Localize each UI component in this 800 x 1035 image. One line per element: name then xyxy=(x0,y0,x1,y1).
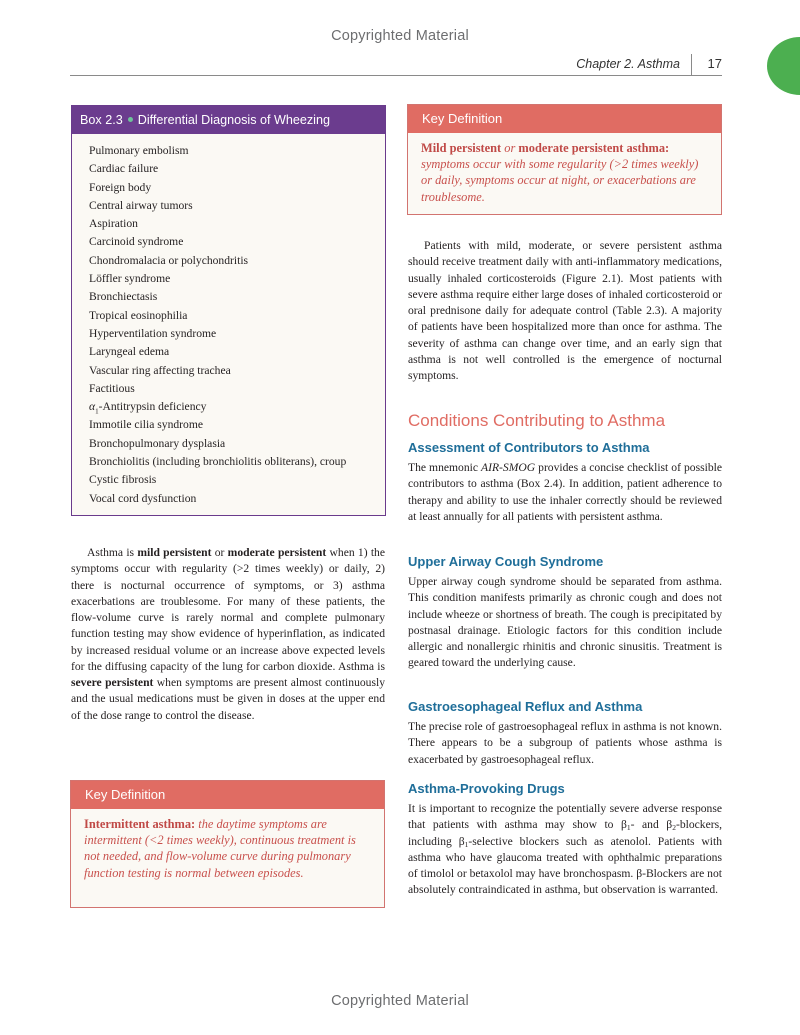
list-item: Immotile cilia syndrome xyxy=(89,418,203,432)
box-differential-diagnosis xyxy=(71,105,386,516)
list-item: Laryngeal edema xyxy=(89,345,170,359)
upper-airway-paragraph: Upper airway cough syndrome should be separated from asthma. This condition manifests primarily as chronic cough and does not include wheeze or shortness of breath. The cough is precipitated by postnasal drainage. Etiologic factors for this condition include allergic and nonallergic rhinitis and chronic sinusitis. Treatment is geared toward the underlying cause. xyxy=(408,575,722,670)
key-definition-header: Key Definition xyxy=(408,105,721,133)
list-item: Aspiration xyxy=(89,217,138,231)
section-title: Conditions Contributing to Asthma xyxy=(408,411,666,430)
text-run: - and β xyxy=(630,818,673,832)
bold-term: mild persistent xyxy=(137,546,212,559)
list-item: Pulmonary embolism xyxy=(89,144,189,157)
drugs-paragraph xyxy=(408,801,722,899)
key-definition-body xyxy=(408,133,721,205)
treatment-paragraph: Patients with mild, moderate, or severe persistent asthma should receive treatment daily with anti-inflammatory medications, usually inhaled corticosteroids (Figure 2.1). Most patients with severe asthma require either large doses of inhaled corticosteroid or oral prednisone daily for adequate control (Table 2.3). A majority of patients have been hospitalized more than once for asthma. The severity of asthma can change over time, and an early sign that asthma is not well controlled is the emergence of nocturnal symptoms. xyxy=(408,239,722,382)
text-run: -blockers, including β xyxy=(408,818,722,848)
defined-term: Intermittent asthma: xyxy=(84,817,196,831)
bold-term: moderate persistent xyxy=(227,546,327,559)
running-head xyxy=(70,56,722,76)
bullet-dot-icon xyxy=(128,117,133,122)
copyright-watermark-top: Copyrighted Material xyxy=(331,28,469,44)
list-item: Bronchiectasis xyxy=(89,290,158,304)
box-header xyxy=(72,106,385,134)
alpha-symbol: α xyxy=(89,400,96,414)
header-divider xyxy=(691,54,692,76)
diagnosis-list xyxy=(72,134,385,508)
list-item: Foreign body xyxy=(89,180,152,194)
subhead-drugs: Asthma-Provoking Drugs xyxy=(408,781,565,796)
copyright-watermark-bottom: Copyrighted Material xyxy=(331,993,469,1009)
text-run: provides a concise checklist of possible contributors to asthma (Box 2.4). In addition, patient adherence to therapy and ability to use the inhaler correctly should be reviewed at least annually for all patients with persistent asthma. xyxy=(408,461,722,523)
text-run: It is important to recognize the potentially severe adverse response that patients with asthma may show to β xyxy=(408,802,722,832)
list-item: Tropical eosinophilia xyxy=(89,308,188,322)
key-definition-intermittent xyxy=(70,780,385,908)
list-item xyxy=(89,398,385,416)
text-run: -selective blockers such as atenolol. Patients with asthma who have glaucoma treated with ophthalmic preparations of timolol or betaxolol may have bronchospasm. β-Blockers are not absolutely contraindicated in asthma, but observation is warranted. xyxy=(408,834,722,897)
list-item: Factitious xyxy=(89,381,135,395)
list-item: Bronchopulmonary dysplasia xyxy=(89,436,226,450)
subhead-assessment: Assessment of Contributors to Asthma xyxy=(408,440,650,455)
list-item: Bronchiolitis (including bronchiolitis obliterans), croup xyxy=(89,455,347,469)
gerd-paragraph: The precise role of gastroesophageal reflux in asthma is not known. There appears to be a subgroup of patients whose asthma is exacerbated by gastroesophageal reflux. xyxy=(408,720,722,766)
key-definition-header: Key Definition xyxy=(71,781,384,809)
subscript: 2 xyxy=(672,823,676,833)
connector-text: or xyxy=(501,141,519,155)
assessment-paragraph xyxy=(408,460,722,525)
mnemonic: AIR-SMOG xyxy=(481,461,536,474)
box-number: Box 2.3 xyxy=(80,113,123,127)
key-definition-body xyxy=(71,809,384,881)
defined-term: moderate persistent asthma: xyxy=(518,141,670,155)
text-run: when symptoms are present almost continuously and the usual medications must be given in doses at the upper end of the dose range to control the disease. xyxy=(71,676,385,722)
bold-term: severe persistent xyxy=(71,676,154,689)
text-run: when 1) the symptoms occur with regularity (>2 times weekly) or daily, 2) there is nocturnal occurrence of symptoms, or 3) asthma exacerbations are troublesome. For many of these patients, the flow-volume curve is rarely normal and complete pulmonary function testing may show evidence of hyperinflation, as indicated by increased residual volume or an increase above expected levels for the diffusing capacity of the lung for carbon dioxide. Asthma is xyxy=(71,546,385,673)
key-definition-persistent xyxy=(407,104,722,215)
list-item-text: -Antitrypsin deficiency xyxy=(98,400,207,414)
alpha-subscript: 1 xyxy=(95,407,99,416)
list-item: Vascular ring affecting trachea xyxy=(89,363,231,377)
list-item: Central airway tumors xyxy=(89,198,193,212)
definition-text: the daytime symptoms are intermittent (<2 times weekly), continuous treatment is not needed, and flow-volume curve during pulmonary function testing is normal between episodes. xyxy=(84,817,356,880)
list-item: Hyperventilation syndrome xyxy=(89,326,217,340)
page-number: 17 xyxy=(707,56,722,71)
list-item: Vocal cord dysfunction xyxy=(89,491,197,505)
chapter-title: Chapter 2. Asthma xyxy=(576,57,680,71)
text-run: The mnemonic xyxy=(408,461,482,474)
asthma-severity-paragraph xyxy=(71,545,385,724)
box-title: Differential Diagnosis of Wheezing xyxy=(137,113,330,127)
list-item: Löffler syndrome xyxy=(89,272,171,286)
list-item: Chondromalacia or polychondritis xyxy=(89,253,249,267)
list-item: Carcinoid syndrome xyxy=(89,235,184,249)
list-item: Cardiac failure xyxy=(89,162,159,176)
text-run: Asthma is xyxy=(87,546,138,559)
subscript: 1 xyxy=(626,823,631,833)
defined-term: Mild persistent xyxy=(421,141,502,155)
definition-text: symptoms occur with some regularity (>2 times weekly) or daily, symptoms occur at night, or exacerbations are troublesome. xyxy=(421,157,699,204)
list-item: Cystic fibrosis xyxy=(89,473,157,487)
chapter-thumb-tab xyxy=(767,37,800,95)
subscript: 1 xyxy=(464,839,469,849)
text-run: or xyxy=(211,546,228,559)
subhead-upper-airway: Upper Airway Cough Syndrome xyxy=(408,554,604,569)
subhead-gerd: Gastroesophageal Reflux and Asthma xyxy=(408,699,643,714)
